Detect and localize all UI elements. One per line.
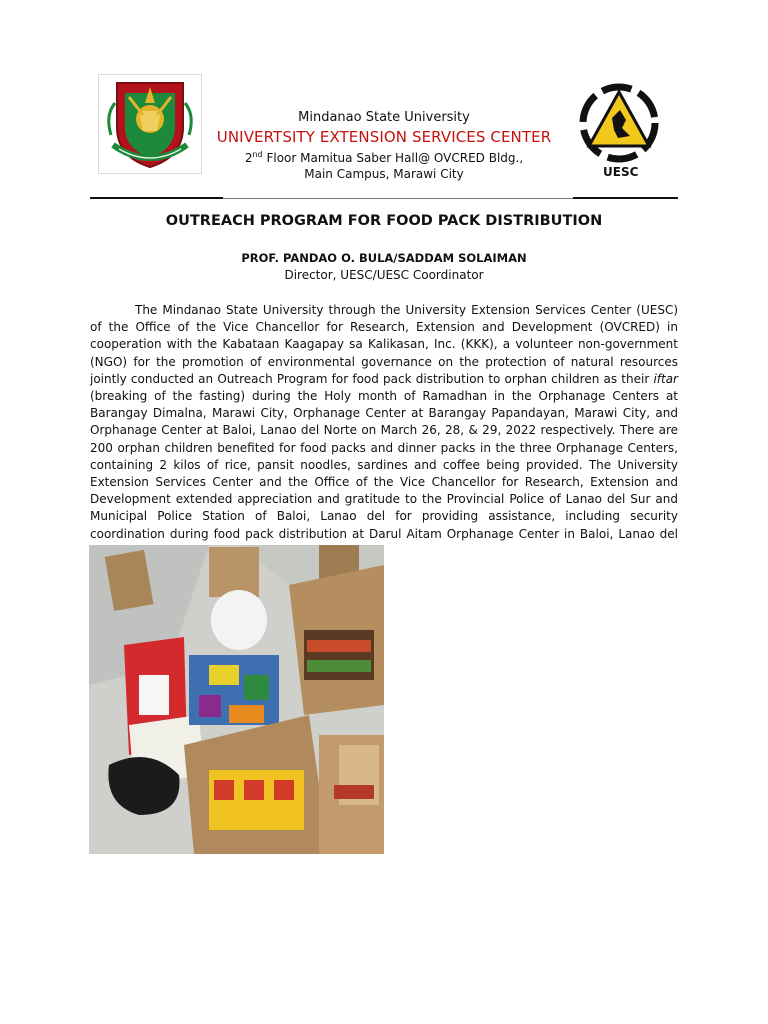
document-title: OUTREACH PROGRAM FOR FOOD PACK DISTRIBUTION [165,213,603,229]
university-name: Mindanao State University [298,110,470,125]
body-paragraph [90,302,678,560]
header-divider-left [90,197,223,199]
address-line-1 [210,150,558,165]
body-text-part-2: (breaking of the fasting) during the Holy month of Ramadhan in the Orphanage Centers at Barangay Dimalna, Marawi City, Orphanage Center at Barangay Papandayan, Marawi City, and Orphanage Center at Baloi, Lanao del Norte on March 26, 28, & 29, 2022 respectively. There are 200 orphan children benefited for food packs and dinner packs in the three Orphanage Centers, containing 2 kilos of rice, pansit noodles, sardines and coffee being provided. The University Extension Services Center and the Office of the Vice Chancellor for Research, Extension and Development extended appreciation and gratitude to the Provincial Police of Lanao del Sur and Municipal Police Station of Baloi, Lanao del for providing assistance, including security coordination during food pack distribution at Darul Aitam Orphanage Center in Baloi, Lanao del [90,389,678,541]
body-text-part-1: The Mindanao State University through the University Extension Services Center (UESC) of the Office of the Vice Chancellor for Research, Extension and Development (OVCRED) in cooperation with the Kabataan Kaagapay sa Kalikasan, Inc. (KKK), a volunteer non-government (NGO) for the promotion of environmental governance on the protection of natural resources jointly conducted an Outreach Program for food pack distribution to orphan children as their [90,303,678,386]
msu-seal-icon [99,75,201,173]
uesc-logo-label: UESC [603,165,639,179]
author-role: Director, UESC/UESC Coordinator [284,268,484,282]
address-line-2: Main Campus, Marawi City [304,167,464,181]
author-names: PROF. PANDAO O. BULA/SADDAM SOLAIMAN [241,251,527,265]
header-divider-right [573,197,678,199]
center-name: UNIVERTSITY EXTENSION SERVICES CENTER [216,128,552,146]
address-floor-suffix: nd [252,150,263,159]
body-text-italic: iftar [653,371,678,386]
food-packs-photo [89,545,384,854]
food-packs-photo-illustration [89,545,384,854]
address-floor-number: 2 [244,151,253,165]
msu-seal-logo [98,74,202,174]
address-line-1-rest: Floor Mamitua Saber Hall@ OVCRED Bldg., [262,151,524,165]
header-divider-middle [223,198,573,199]
